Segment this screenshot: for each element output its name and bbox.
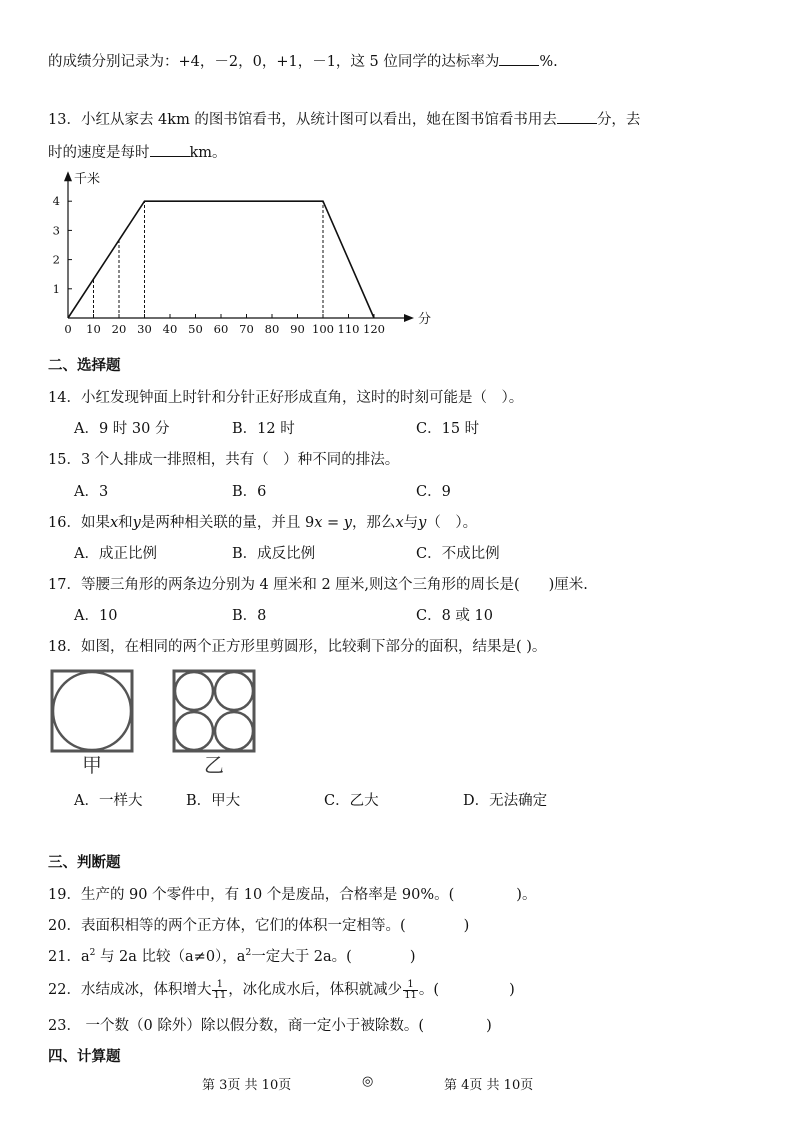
y-axis-arrow (64, 171, 72, 181)
q16-var-x: x (109, 515, 119, 531)
x-tick-label: 50 (188, 322, 203, 336)
q23-text: 23． 一个数（0 除外）除以假分数，商一定小于被除数。( (48, 1018, 425, 1034)
q16-text-6: （ ）。 (426, 515, 478, 531)
q16-text-5: 与 (403, 515, 419, 531)
x-tick-label: 30 (137, 322, 152, 336)
q14-option-a[interactable]: A．9 时 30 分 (74, 421, 170, 437)
q20-text: 20．表面积相等的两个正方体，它们的体积一定相等。( (48, 918, 406, 934)
x-tick-label: 40 (162, 322, 178, 336)
q12-blank[interactable] (499, 51, 539, 66)
x-axis-arrow (404, 314, 414, 322)
q21-text-3: 一定大于 2a。( (251, 949, 352, 965)
q18-stem: 18．如图，在相同的两个正方形里剪圆形，比较剩下部分的面积，结果是( )。 (48, 639, 547, 655)
square-yi-outline (174, 671, 254, 751)
q22-fraction-2-num: 1 (403, 980, 418, 991)
q18-option-c[interactable]: C．乙大 (324, 793, 379, 809)
footer-right-page: 第 4页 共 10页 (444, 1078, 534, 1093)
q20-tail: ) (463, 918, 470, 934)
x-tick-label: 60 (213, 322, 229, 336)
y-tick-label: 1 (52, 281, 60, 296)
section-judge-heading: 三、判断题 (48, 854, 121, 871)
q22-tail: ) (509, 982, 515, 998)
q21-exponent-1: 2 (89, 948, 96, 959)
q17-option-c[interactable]: C．8 或 10 (416, 608, 493, 624)
q12-text: 的成绩分别记录为：+4，－2，0，+1，－1，这 5 位同学的达标率为 (48, 54, 500, 70)
q17-option-b[interactable]: B．8 (232, 608, 267, 624)
circle-yi-2 (215, 672, 253, 710)
footer-left-page: 第 3页 共 10页 (202, 1078, 292, 1093)
q21-text-1: 21．a (48, 949, 90, 965)
q22-fraction-2 (403, 980, 418, 1001)
q21-line (48, 945, 416, 966)
x-tick-label: 100 (312, 322, 334, 336)
q16-equation: x = y (314, 515, 352, 531)
q22-fraction-2-den: 11 (404, 989, 417, 1001)
footer-center-mark: ◎ (362, 1074, 374, 1089)
x-tick-label: 70 (239, 322, 254, 336)
x-axis-title: 分 (418, 312, 432, 327)
x-tick-label: 80 (264, 322, 280, 336)
circle-jia (53, 672, 131, 750)
q15-option-c[interactable]: C．9 (416, 484, 451, 500)
square-yi (174, 671, 254, 751)
q22-fraction-1 (212, 980, 227, 1001)
circle-yi-1 (175, 672, 213, 710)
q22-text-2: ，冰化成水后，体积就减少 (228, 982, 403, 998)
q23-line (48, 1014, 492, 1035)
q19-line (48, 883, 536, 904)
q13-text-1: 13．小红从家去 4km 的图书馆看书，从统计图可以看出，她在图书馆看书用去 (48, 112, 557, 128)
q16-var-x-2: x (395, 515, 404, 531)
x-tick-label: 110 (337, 322, 360, 336)
q22-line (48, 978, 515, 1001)
q13-blank-2[interactable] (150, 142, 190, 157)
q14-option-b[interactable]: B．12 时 (232, 421, 295, 437)
q16-stem (48, 511, 477, 532)
q16-option-c[interactable]: C．不成比例 (416, 546, 500, 562)
circle-yi-3 (175, 712, 213, 750)
q12-tail: %. (539, 54, 558, 70)
q13-tail-2: km。 (189, 145, 227, 161)
q21-text-2: 与 2a 比较（a≠0），a (95, 949, 246, 965)
x-tick-label: 20 (111, 322, 127, 336)
x-tick-label: 120 (363, 322, 385, 336)
q16-var-y-2: y (418, 515, 427, 531)
q17-option-a[interactable]: A．10 (74, 608, 118, 624)
y-tick-label: 4 (52, 194, 60, 209)
x-tick-label: 10 (86, 322, 101, 336)
q22-fraction-1-den: 11 (213, 989, 227, 1001)
q15-stem: 15．3 个人排成一排照相，共有（ ）种不同的排法。 (48, 452, 400, 468)
q22-text-3: 。( (418, 982, 440, 998)
q22-fraction-1-num: 1 (212, 980, 227, 991)
x-tick-label: 0 (64, 322, 72, 336)
x-tick-label: 90 (290, 322, 305, 336)
q18-option-d[interactable]: D．无法确定 (463, 793, 548, 809)
q12-line (48, 50, 558, 71)
q13-blank-1[interactable] (557, 109, 597, 124)
q16-text-3: 是两种相关联的量，并且 9 (140, 515, 315, 531)
section-choice-heading: 二、选择题 (48, 357, 121, 374)
q16-option-a[interactable]: A．成正比例 (74, 546, 157, 562)
q18-option-a[interactable]: A．一样大 (74, 793, 143, 809)
q21-tail: ) (409, 949, 416, 965)
q19-text: 19．生产的 90 个零件中，有 10 个是废品，合格率是 90%。( (48, 887, 455, 903)
y-tick-label: 2 (52, 252, 60, 267)
q22-text-1: 22．水结成冰，体积增大 (48, 982, 212, 998)
q18-figure (44, 664, 264, 779)
y-axis-title: 千米 (74, 172, 101, 188)
circle-yi-4 (215, 712, 253, 750)
distance-time-chart (38, 168, 438, 340)
q13-tail-1: 分，去 (596, 112, 641, 128)
q16-text-4: ，那么 (351, 515, 396, 531)
q15-option-a[interactable]: A．3 (74, 484, 109, 500)
q13-line-1 (48, 108, 640, 129)
q17-stem: 17．等腰三角形的两条边分别为 4 厘米和 2 厘米,则这个三角形的周长是( )厘米. (48, 577, 588, 593)
square-jia (52, 671, 132, 751)
q20-line (48, 914, 469, 935)
q13-text-2: 时的速度是每时 (48, 145, 150, 161)
y-tick-label: 3 (52, 223, 60, 238)
q13-line-2 (48, 141, 227, 162)
q19-tail: )。 (516, 887, 537, 903)
q16-text-2: 和 (118, 515, 133, 531)
q16-var-y: y (132, 515, 141, 531)
q18-option-b[interactable]: B．甲大 (186, 793, 241, 809)
label-yi: 乙 (204, 753, 224, 777)
section-calc-heading: 四、计算题 (48, 1048, 121, 1065)
q15-option-b[interactable]: B．6 (232, 484, 267, 500)
q14-option-c[interactable]: C．15 时 (416, 421, 480, 437)
distance-series-line (68, 201, 374, 318)
q23-tail: ) (486, 1018, 492, 1034)
label-jia: 甲 (82, 753, 102, 777)
q14-stem: 14．小红发现钟面上时针和分针正好形成直角，这时的时刻可能是（ ）。 (48, 390, 524, 406)
q21-exponent-2: 2 (245, 948, 252, 959)
q16-text-1: 16．如果 (48, 515, 110, 531)
q16-option-b[interactable]: B．成反比例 (232, 546, 316, 562)
